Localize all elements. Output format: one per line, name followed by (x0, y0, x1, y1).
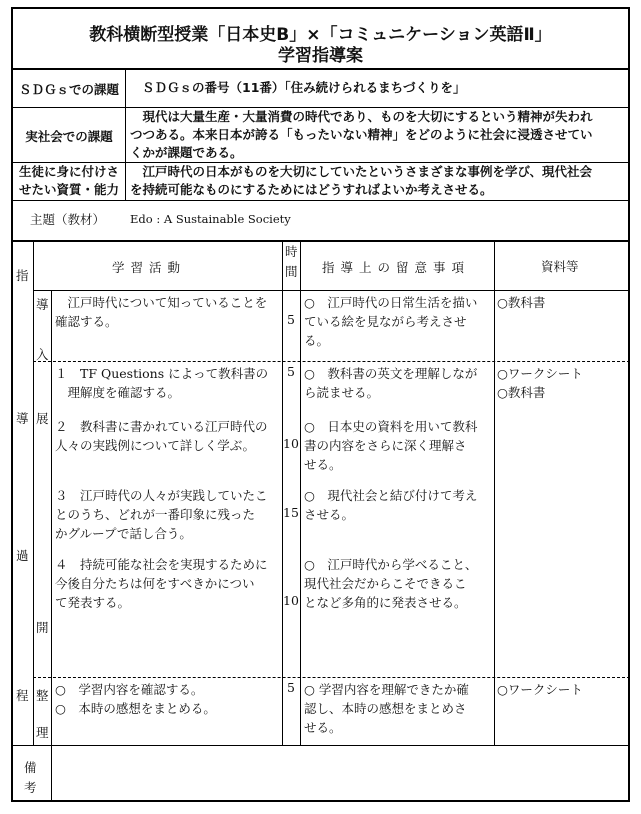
side-label-char: 指 (16, 268, 29, 283)
divider (33, 290, 630, 291)
divider (494, 240, 495, 745)
material-item: ○教科書 (497, 385, 546, 400)
skills-label-line: 生徒に身に付けさ (18, 164, 119, 179)
materials-intro (497, 293, 545, 312)
materials-summary (497, 680, 583, 699)
society-value (130, 108, 593, 162)
side-label-char: 過 (16, 548, 29, 563)
note-line: ら読ませる。 (304, 385, 380, 400)
note-summary (304, 680, 469, 737)
stage-label-summary: 理 (36, 725, 49, 740)
note-line: ○ 江戸時代の日常生活を描い (304, 295, 478, 310)
note-line: ○ 江戸時代から学べること、 (304, 557, 478, 572)
time-value: 10 (283, 593, 299, 608)
stage-label-intro: 入 (36, 347, 49, 362)
activity-dev-4 (55, 555, 268, 612)
time-value: 5 (287, 364, 295, 379)
note-line: ○ 現代社会と結び付けて考え (304, 488, 478, 503)
activity-line: ○ 本時の感想をまとめる。 (55, 701, 216, 716)
divider (11, 68, 630, 70)
time-header (285, 242, 298, 282)
theme-label: 主題（教材） (30, 212, 106, 227)
activity-line: ○ 学習内容を確認する。 (55, 682, 204, 697)
stage-label-development: 開 (36, 620, 49, 635)
note-line: させる。 (304, 507, 355, 522)
activity-summary (55, 680, 216, 718)
note-line: となど多角的に発表させる。 (304, 595, 467, 610)
note-line: せる。 (304, 457, 342, 472)
note-intro (304, 293, 477, 350)
skills-label (13, 163, 125, 199)
sdgs-value: ＳＤＧｓの番号（11番）「住み続けられるまちづくりを」 (142, 80, 466, 95)
divider (11, 745, 630, 746)
society-line: 現代は大量生産・大量消費の時代であり、ものを大切にするという精神が失われ (130, 109, 593, 124)
note-line: ている絵を見ながら考えさせ (304, 314, 467, 329)
stage-label-intro: 導 (36, 297, 49, 312)
time-value: 5 (287, 680, 295, 695)
activity-dev-2 (55, 417, 268, 455)
note-line: ○ 学習内容を理解できたか確 (304, 682, 469, 697)
remarks-label-char: 考 (24, 780, 37, 795)
remarks-label-char: 備 (24, 760, 37, 775)
plan-subtitle: 学習指導案 (278, 46, 363, 66)
sdgs-label: ＳＤＧｓでの課題 (18, 82, 119, 97)
activity-line: ４ 持続可能な社会を実現するために (55, 557, 268, 572)
activity-line: とのうち、どれが一番印象に残った (55, 507, 256, 522)
materials-development (497, 364, 583, 402)
skills-label-line: せたい資質・能力 (18, 182, 119, 197)
note-line: 認し、本時の感想をまとめさ (304, 701, 467, 716)
skills-value (130, 163, 592, 199)
society-label: 実社会での課題 (25, 129, 113, 144)
divider (33, 677, 630, 678)
material-item: ○ワークシート (497, 682, 583, 697)
note-line: る。 (304, 333, 330, 348)
side-label-char: 導 (16, 411, 29, 426)
theme-value: Edo : A Sustainable Society (130, 212, 291, 226)
divider (51, 745, 52, 802)
stage-label-development: 展 (36, 411, 49, 426)
time-header-char: 時 (285, 244, 298, 259)
divider (11, 240, 630, 242)
activity-intro (55, 293, 267, 331)
divider (11, 200, 630, 201)
activity-dev-1 (55, 364, 268, 402)
materials-header: 資料等 (541, 259, 579, 274)
note-line: せる。 (304, 720, 342, 735)
activity-line: １ TF Questions によって教科書の (55, 366, 269, 381)
activity-line: 理解度を確認する。 (55, 385, 181, 400)
time-header-char: 間 (285, 264, 298, 279)
activity-line: 江戸時代について知っていることを (55, 295, 268, 310)
note-dev-4 (304, 555, 477, 612)
activity-line: ２ 教科書に書かれている江戸時代の (55, 419, 268, 434)
skills-line: 江戸時代の日本がものを大切にしていたというさまざまな事例を学び、現代社会 (130, 164, 593, 179)
activity-line: 今後自分たちは何をすべきかについ (55, 576, 255, 591)
activity-line: て発表する。 (55, 595, 131, 610)
time-value: 10 (283, 436, 299, 451)
time-value: 15 (283, 505, 299, 520)
note-dev-3 (304, 486, 477, 524)
notes-header: 指導上の留意事項 (322, 260, 471, 275)
activity-dev-3 (55, 486, 268, 543)
material-item: ○教科書 (497, 295, 546, 310)
side-label-char: 程 (16, 688, 29, 703)
activity-line: ３ 江戸時代の人々が実践していたこ (55, 488, 268, 503)
note-dev-1 (304, 364, 477, 402)
activity-line: かグループで話し合う。 (55, 526, 192, 541)
activity-line: 確認する。 (55, 314, 118, 329)
stage-label-summary: 整 (36, 688, 49, 703)
divider (33, 240, 34, 745)
note-line: ○ 日本史の資料を用いて教科 (304, 419, 478, 434)
divider (33, 361, 630, 362)
note-dev-2 (304, 417, 477, 474)
note-line: 書の内容をさらに深く理解さ (304, 438, 467, 453)
activity-header: 学習活動 (112, 260, 187, 275)
note-line: 現代社会だからこそできるこ (304, 576, 467, 591)
note-line: ○ 教科書の英文を理解しなが (304, 366, 478, 381)
society-line: くかが課題である。 (130, 145, 243, 160)
plan-title: 教科横断型授業「日本史B」×「コミュニケーション英語Ⅱ」 (89, 25, 552, 45)
material-item: ○ワークシート (497, 366, 583, 381)
activity-line: 人々の実践例について詳しく学ぶ。 (55, 438, 256, 453)
society-line: つつある。本来日本が誇る「もったいない精神」をどのように社会に浸透させてい (130, 127, 593, 142)
time-value: 5 (287, 312, 295, 327)
skills-line: を持続可能なものにするためにはどうすればよいか考えさせる。 (130, 182, 493, 197)
label-column-divider (125, 68, 126, 200)
